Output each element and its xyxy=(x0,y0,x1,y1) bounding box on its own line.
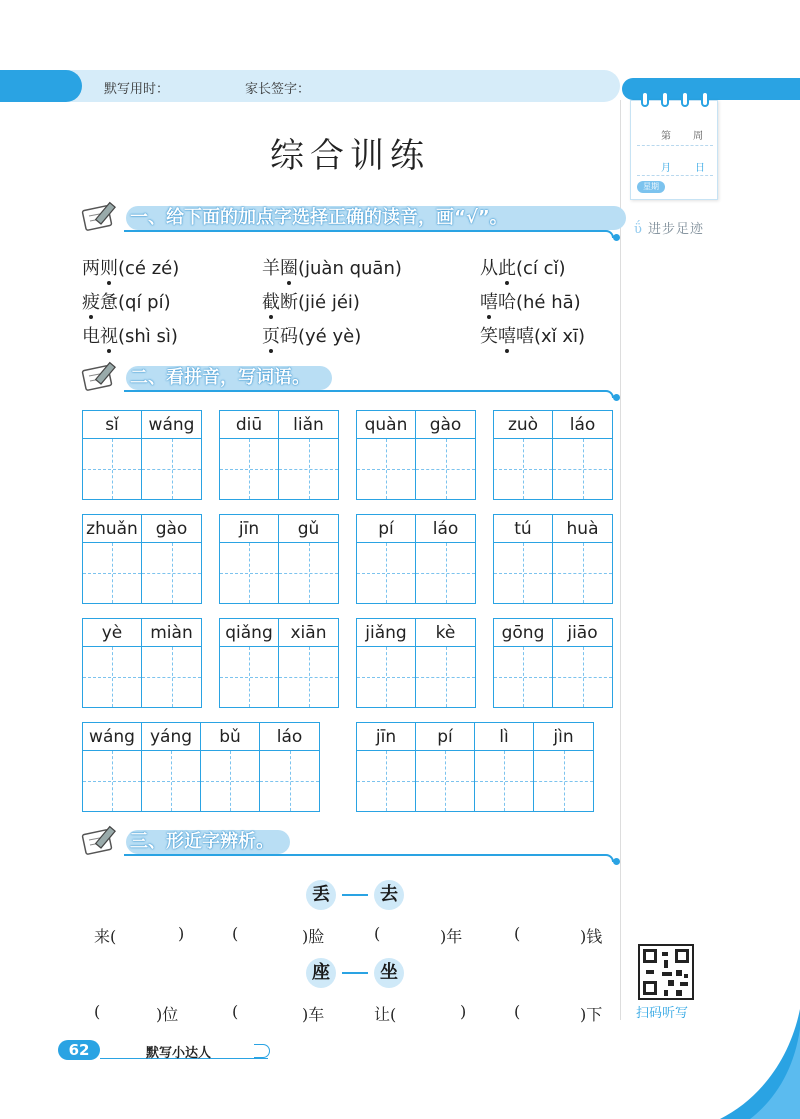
word-part: 嘻 xyxy=(516,326,534,347)
fill-part: )位 xyxy=(156,1005,179,1024)
grid-cell xyxy=(416,411,475,499)
grid-cell xyxy=(553,619,612,707)
character-box[interactable] xyxy=(83,647,141,707)
character-box[interactable] xyxy=(142,439,201,499)
character-box[interactable] xyxy=(494,647,552,707)
grid-cell xyxy=(416,723,475,811)
grid-cell xyxy=(142,515,201,603)
corner-decoration xyxy=(720,1009,800,1119)
pinyin-options[interactable]: (hé hā) xyxy=(516,292,581,313)
section-2-label: 二、看拼音，写词语。 xyxy=(130,367,310,388)
weekday-badge: 星期 xyxy=(637,181,665,193)
qr-module xyxy=(646,970,654,974)
grid-cell xyxy=(357,515,416,603)
pinyin-text: kè xyxy=(416,619,475,647)
pronunciation-item xyxy=(480,322,585,348)
qr-code[interactable] xyxy=(638,944,694,1000)
fill-part: 来( xyxy=(94,927,117,946)
pinyin-text: sǐ xyxy=(83,411,141,439)
writing-grid xyxy=(356,722,594,812)
pinyin-text: gǔ xyxy=(279,515,338,543)
grid-cell xyxy=(416,515,475,603)
pronunciation-item xyxy=(480,254,566,280)
section-underline xyxy=(124,854,614,862)
month-label: 月 xyxy=(661,163,671,174)
word-part: 惫 xyxy=(100,292,118,313)
char-circle: 去 xyxy=(374,880,404,910)
pinyin-options[interactable]: (qí pí) xyxy=(118,292,171,313)
grid-cell xyxy=(83,411,142,499)
pinyin-text: jiǎng xyxy=(357,619,415,647)
character-box[interactable] xyxy=(553,543,612,603)
section-3-label: 三、形近字辨析。 xyxy=(130,831,274,852)
character-box[interactable] xyxy=(357,543,415,603)
pinyin-text: xiān xyxy=(279,619,338,647)
dotted-char: 嘻 xyxy=(498,322,516,348)
week-label: 第 xyxy=(661,131,671,142)
grid-cell xyxy=(279,515,338,603)
writing-grid xyxy=(493,618,613,708)
grid-cell xyxy=(357,411,416,499)
word-part: 码 xyxy=(280,326,298,347)
character-box[interactable] xyxy=(279,439,338,499)
qr-module xyxy=(664,960,668,968)
character-box[interactable] xyxy=(260,751,319,811)
qr-module xyxy=(662,952,668,956)
writing-grid xyxy=(493,514,613,604)
pinyin-text: yè xyxy=(83,619,141,647)
word-part: 从 xyxy=(480,258,498,279)
pinyin-text: miàn xyxy=(142,619,201,647)
dotted-char: 则 xyxy=(100,254,118,280)
fill-part: ( xyxy=(232,924,239,943)
qr-finder xyxy=(643,981,657,995)
pinyin-text: láo xyxy=(260,723,319,751)
parent-sign-label: 家长签字： xyxy=(245,82,311,97)
character-box[interactable] xyxy=(416,543,475,603)
qr-finder xyxy=(643,949,657,963)
character-box[interactable] xyxy=(279,543,338,603)
book-label: 默写小达人 xyxy=(146,1046,212,1061)
pinyin-text: gào xyxy=(142,515,201,543)
pinyin-text: láo xyxy=(553,411,612,439)
word-part: 笑 xyxy=(480,326,498,347)
fill-part: ( xyxy=(94,1002,101,1021)
section-underline xyxy=(124,230,614,238)
pronunciation-item xyxy=(480,288,581,314)
day-label: 日 xyxy=(695,163,705,174)
qr-module xyxy=(684,974,688,978)
grid-cell xyxy=(142,619,201,707)
fill-part: ) xyxy=(460,1002,467,1021)
character-box[interactable] xyxy=(494,439,552,499)
ring-icon xyxy=(681,91,689,107)
pair-dash xyxy=(342,972,368,974)
character-box[interactable] xyxy=(220,543,278,603)
pinyin-text: yáng xyxy=(142,723,200,751)
steps-label: ΰ 进步足迹 xyxy=(634,222,705,237)
character-box[interactable] xyxy=(475,751,533,811)
pinyin-text: wáng xyxy=(142,411,201,439)
grid-cell xyxy=(83,723,142,811)
pencil-notebook-icon xyxy=(80,360,124,392)
character-box[interactable] xyxy=(83,439,141,499)
grid-cell xyxy=(357,723,416,811)
header-bar-accent xyxy=(0,70,82,102)
qr-module xyxy=(676,990,682,996)
writing-grid xyxy=(356,618,476,708)
ring-icon xyxy=(701,91,709,107)
pinyin-text: diū xyxy=(220,411,278,439)
character-box[interactable] xyxy=(553,647,612,707)
page-number: 62 xyxy=(68,1041,90,1059)
dotted-char: 圈 xyxy=(280,254,298,280)
character-box[interactable] xyxy=(142,647,201,707)
char-pair-1 xyxy=(306,880,404,910)
fill-part: )车 xyxy=(302,1005,325,1024)
pinyin-text: quàn xyxy=(357,411,415,439)
pinyin-text: zhuǎn xyxy=(83,515,141,543)
pinyin-text: tú xyxy=(494,515,552,543)
word-part: 两 xyxy=(82,258,100,279)
pinyin-options[interactable]: (cí cǐ) xyxy=(516,258,566,279)
dotted-char: 页 xyxy=(262,322,280,348)
pinyin-text: jīn xyxy=(220,515,278,543)
margin-line xyxy=(620,100,621,1020)
writing-grid xyxy=(82,618,202,708)
character-box[interactable] xyxy=(142,543,201,603)
fill-part: )钱 xyxy=(580,927,603,946)
char-circle: 丢 xyxy=(306,880,336,910)
qr-label: 扫码听写 xyxy=(636,1006,689,1021)
fill-part: ( xyxy=(232,1002,239,1021)
pinyin-text: jìn xyxy=(534,723,593,751)
grid-cell xyxy=(220,619,279,707)
word-part: 断 xyxy=(280,292,298,313)
pronunciation-item xyxy=(82,254,179,280)
character-box[interactable] xyxy=(553,439,612,499)
grid-cell xyxy=(83,619,142,707)
qr-finder xyxy=(675,949,689,963)
character-box[interactable] xyxy=(416,751,474,811)
pinyin-text: liǎn xyxy=(279,411,338,439)
section-underline xyxy=(124,390,614,398)
character-box[interactable] xyxy=(83,751,141,811)
char-circle: 座 xyxy=(306,958,336,988)
character-box[interactable] xyxy=(220,439,278,499)
grid-cell xyxy=(220,411,279,499)
pinyin-text: gōng xyxy=(494,619,552,647)
word-part: 羊 xyxy=(262,258,280,279)
writing-grid xyxy=(356,410,476,500)
writing-grid xyxy=(82,722,320,812)
pronunciation-item xyxy=(262,254,402,280)
pinyin-text: huà xyxy=(553,515,612,543)
grid-cell xyxy=(83,515,142,603)
fill-part: ( xyxy=(514,1002,521,1021)
pinyin-text: pí xyxy=(357,515,415,543)
word-part: 哈 xyxy=(498,292,516,313)
pronunciation-item xyxy=(82,288,171,314)
writing-grid xyxy=(219,618,339,708)
grid-cell xyxy=(357,619,416,707)
word-part: 电 xyxy=(82,326,100,347)
writing-grid xyxy=(219,410,339,500)
fill-part: 让( xyxy=(374,1005,397,1024)
pinyin-text: qiǎng xyxy=(220,619,278,647)
section-1-label: 一、给下面的加点字选择正确的读音，画“√”。 xyxy=(130,207,508,228)
pinyin-text: bǔ xyxy=(201,723,259,751)
pinyin-text: zuò xyxy=(494,411,552,439)
grid-cell xyxy=(494,619,553,707)
grid-cell xyxy=(553,515,612,603)
grid-cell xyxy=(220,515,279,603)
character-box[interactable] xyxy=(83,543,141,603)
qr-module xyxy=(680,982,688,986)
character-box[interactable] xyxy=(416,647,475,707)
qr-module xyxy=(676,970,682,976)
ring-icon xyxy=(661,91,669,107)
pinyin-text: lì xyxy=(475,723,533,751)
fill-part: )脸 xyxy=(302,927,325,946)
footprint-icon: ΰ xyxy=(634,222,643,237)
pencil-notebook-icon xyxy=(80,824,124,856)
grid-cell xyxy=(260,723,319,811)
fill-part: )年 xyxy=(440,927,463,946)
pinyin-text: pí xyxy=(416,723,474,751)
section-1-header xyxy=(80,200,620,236)
section-dot xyxy=(613,394,620,401)
pinyin-options[interactable]: (juàn quān) xyxy=(298,258,402,279)
page-title: 综合训练 xyxy=(270,136,430,176)
grid-cell xyxy=(201,723,260,811)
character-box[interactable] xyxy=(357,751,415,811)
writing-grid xyxy=(219,514,339,604)
dotted-char: 疲 xyxy=(82,288,100,314)
character-box[interactable] xyxy=(357,439,415,499)
grid-cell xyxy=(142,723,201,811)
character-box[interactable] xyxy=(279,647,338,707)
pinyin-options[interactable]: (xǐ xī) xyxy=(534,326,586,347)
footer-curl xyxy=(254,1044,270,1058)
pinyin-options[interactable]: (yé yè) xyxy=(298,326,362,347)
pinyin-text: láo xyxy=(416,515,475,543)
pencil-notebook-icon xyxy=(80,200,124,232)
pair-dash xyxy=(342,894,368,896)
fill-part: )下 xyxy=(580,1005,603,1024)
character-box[interactable] xyxy=(201,751,259,811)
qr-module xyxy=(662,972,672,976)
grid-cell xyxy=(279,619,338,707)
pinyin-text: jīn xyxy=(357,723,415,751)
char-pair-2 xyxy=(306,958,404,988)
character-box[interactable] xyxy=(416,439,475,499)
writing-grid xyxy=(356,514,476,604)
section-3-header xyxy=(80,824,620,860)
pronunciation-item xyxy=(262,322,361,348)
grid-cell xyxy=(494,411,553,499)
writing-grid xyxy=(82,514,202,604)
character-box[interactable] xyxy=(220,647,278,707)
grid-cell xyxy=(416,619,475,707)
character-box[interactable] xyxy=(534,751,593,811)
grid-cell xyxy=(475,723,534,811)
pinyin-text: wáng xyxy=(83,723,141,751)
ring-icon xyxy=(641,91,649,107)
dotted-char: 截 xyxy=(262,288,280,314)
pinyin-options[interactable]: (cé zé) xyxy=(118,258,180,279)
pronunciation-item xyxy=(262,288,360,314)
week-suffix: 周 xyxy=(693,131,703,142)
pinyin-options[interactable]: (shì sì) xyxy=(118,326,178,347)
dotted-char: 视 xyxy=(100,322,118,348)
character-box[interactable] xyxy=(357,647,415,707)
writing-grid xyxy=(82,410,202,500)
qr-module xyxy=(668,980,674,986)
grid-cell xyxy=(142,411,201,499)
dotted-char: 嘻 xyxy=(480,288,498,314)
grid-cell xyxy=(534,723,593,811)
pinyin-text: jiāo xyxy=(553,619,612,647)
grid-cell xyxy=(494,515,553,603)
character-box[interactable] xyxy=(494,543,552,603)
fill-part: ( xyxy=(514,924,521,943)
section-dot xyxy=(613,858,620,865)
pinyin-options[interactable]: (jié jéi) xyxy=(298,292,360,313)
writing-grid xyxy=(493,410,613,500)
dotted-char: 此 xyxy=(498,254,516,280)
char-circle: 坐 xyxy=(374,958,404,988)
time-label: 默写用时： xyxy=(104,82,170,97)
section-2-header xyxy=(80,360,620,396)
qr-module xyxy=(664,990,668,996)
character-box[interactable] xyxy=(142,751,200,811)
grid-cell xyxy=(279,411,338,499)
pronunciation-item xyxy=(82,322,178,348)
section-dot xyxy=(613,234,620,241)
pinyin-text: gào xyxy=(416,411,475,439)
grid-cell xyxy=(553,411,612,499)
fill-part: ) xyxy=(178,924,185,943)
fill-part: ( xyxy=(374,924,381,943)
